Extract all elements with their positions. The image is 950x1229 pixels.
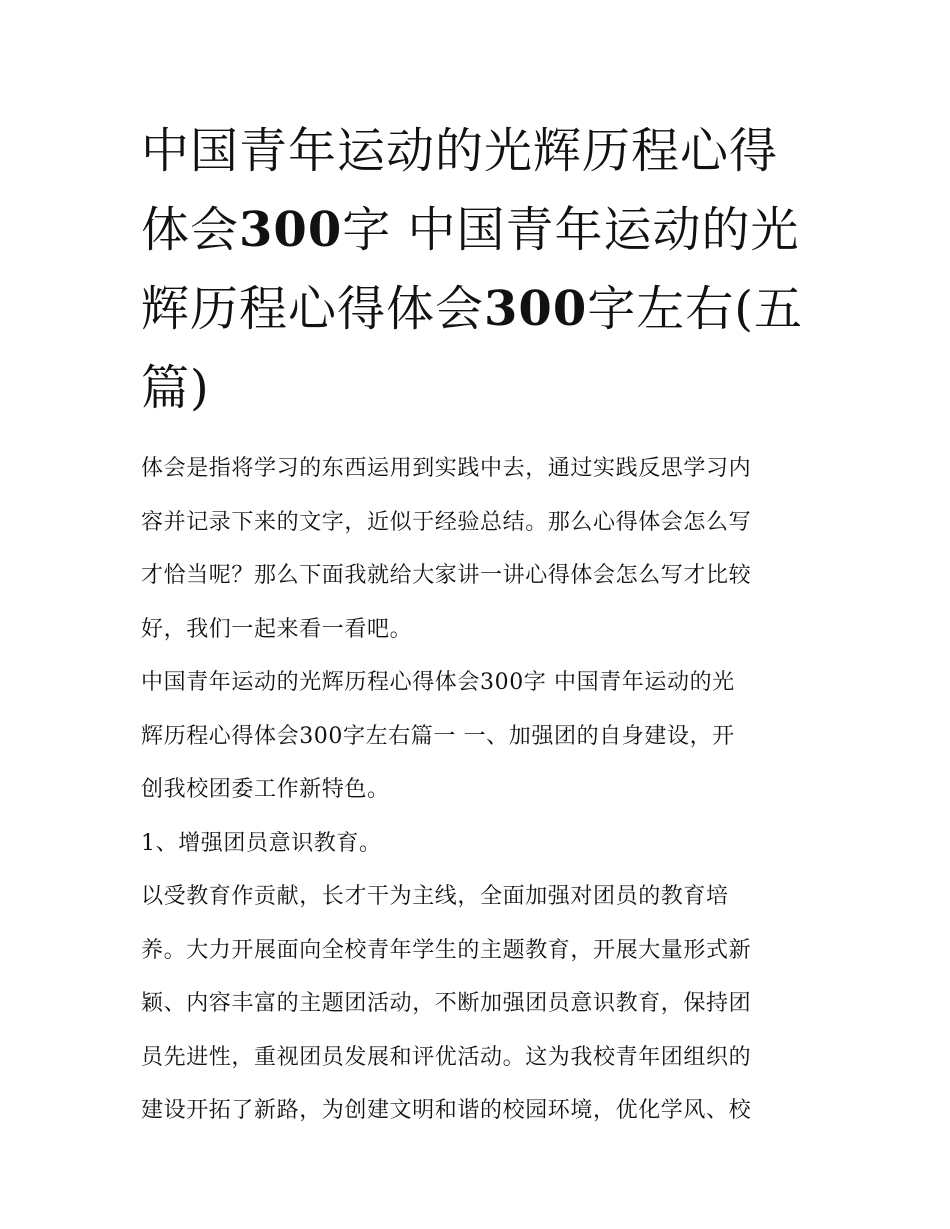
- text-line: 员先进性，重视团员发展和评优活动。这为我校青年团组织的: [141, 1044, 752, 1070]
- text-line: 才恰当呢？那么下面我就给大家讲一讲心得体会怎么写才比较: [141, 563, 752, 588]
- text-line: 体会是指将学习的东西运用到实践中去，通过实践反思学习内: [141, 456, 752, 481]
- title-line: 体会300字 中国青年运动的光: [141, 202, 800, 258]
- text-line: 颖、内容丰富的主题团活动，不断加强团员意识教育，保持团: [141, 991, 752, 1016]
- title-number: 300: [484, 281, 588, 337]
- body-paragraph: [141, 870, 811, 1138]
- document-title: [141, 112, 811, 428]
- text-line: 创我校团委工作新特色。: [141, 777, 390, 802]
- title-spacer: [141, 428, 811, 442]
- text-line: 1、增强团员意识教育。: [141, 830, 382, 856]
- text-line: 辉历程心得体会300字左右篇一 一、加强团的自身建设，开: [141, 723, 735, 749]
- text-line: 中国青年运动的光辉历程心得体会300字 中国青年运动的光: [141, 670, 735, 695]
- subheading-paragraph: [141, 817, 811, 871]
- text-line: 好，我们一起来看一看吧。: [141, 616, 413, 642]
- text-line: 以受教育作贡献，长才干为主线，全面加强对团员的教育培: [141, 884, 729, 909]
- document-body: [141, 112, 811, 1138]
- text-line: 建设开拓了新路，为创建文明和谐的校园环境，优化学风、校: [141, 1098, 752, 1123]
- intro-paragraph: [141, 442, 811, 656]
- title-line: 篇): [141, 360, 210, 416]
- title-line: 中国青年运动的光辉历程心得: [141, 123, 779, 179]
- text-line: 容并记录下来的文字，近似于经验总结。那么心得体会怎么写: [141, 509, 752, 535]
- title-line: 辉历程心得体会300字左右(五: [141, 281, 803, 337]
- title-number: 300: [239, 202, 343, 258]
- section-heading-paragraph: [141, 656, 811, 817]
- text-line: 养。大力开展面向全校青年学生的主题教育，开展大量形式新: [141, 937, 752, 963]
